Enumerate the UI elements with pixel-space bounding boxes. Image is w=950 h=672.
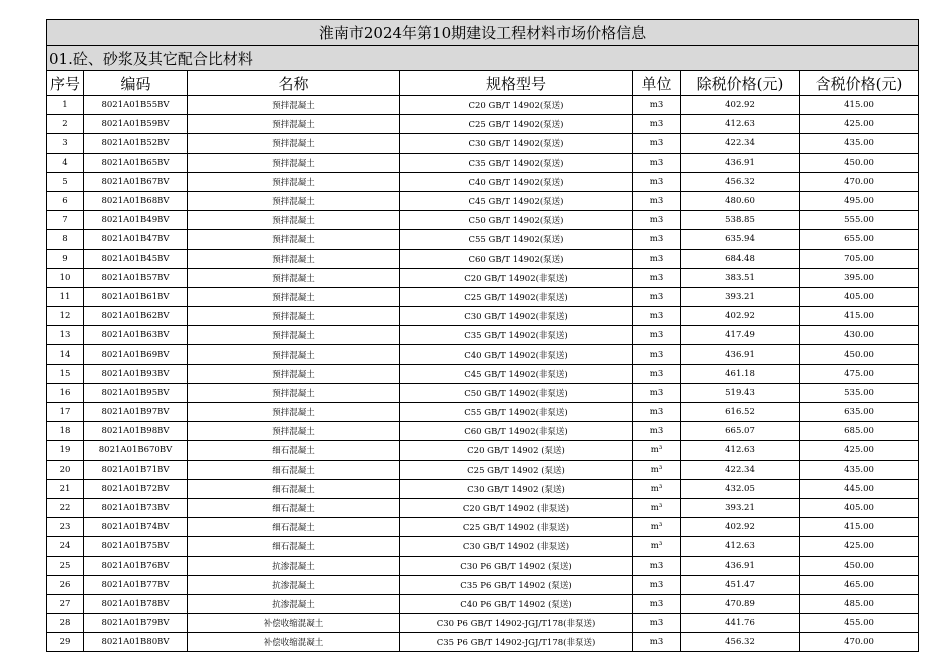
header-row xyxy=(47,71,919,96)
row-unit: m3 xyxy=(633,153,681,172)
row-name: 细石混凝土 xyxy=(188,537,400,556)
row-price-incl-tax: 430.00 xyxy=(800,326,919,345)
row-index: 5 xyxy=(47,172,84,191)
row-name: 预拌混凝土 xyxy=(188,403,400,422)
row-price-incl-tax: 450.00 xyxy=(800,345,919,364)
row-price-excl-tax: 519.43 xyxy=(681,383,800,402)
row-code: 8021A01B61BV xyxy=(84,287,188,306)
row-price-incl-tax: 470.00 xyxy=(800,172,919,191)
row-price-excl-tax: 436.91 xyxy=(681,345,800,364)
table-row xyxy=(47,191,919,210)
row-code: 8021A01B65BV xyxy=(84,153,188,172)
row-spec: C30 P6 GB/T 14902-JGJ/T178(非泵送) xyxy=(400,614,633,633)
row-price-excl-tax: 402.92 xyxy=(681,307,800,326)
row-spec: C20 GB/T 14902 (泵送) xyxy=(400,441,633,460)
row-index: 1 xyxy=(47,96,84,115)
row-price-incl-tax: 405.00 xyxy=(800,287,919,306)
header-price-incl-tax: 含税价格(元) xyxy=(800,71,919,96)
row-price-incl-tax: 450.00 xyxy=(800,556,919,575)
table-row xyxy=(47,614,919,633)
row-code: 8021A01B57BV xyxy=(84,268,188,287)
row-spec: C35 P6 GB/T 14902 (泵送) xyxy=(400,575,633,594)
row-unit: m3 xyxy=(633,326,681,345)
row-spec: C55 GB/T 14902(非泵送) xyxy=(400,403,633,422)
row-unit: m3 xyxy=(633,594,681,613)
table-row xyxy=(47,249,919,268)
row-unit: m³ xyxy=(633,498,681,517)
row-unit: m3 xyxy=(633,383,681,402)
row-spec: C30 GB/T 14902(非泵送) xyxy=(400,307,633,326)
row-price-excl-tax: 402.92 xyxy=(681,96,800,115)
row-price-incl-tax: 555.00 xyxy=(800,211,919,230)
row-price-excl-tax: 451.47 xyxy=(681,575,800,594)
row-unit: m3 xyxy=(633,422,681,441)
row-price-excl-tax: 417.49 xyxy=(681,326,800,345)
row-unit: m³ xyxy=(633,441,681,460)
row-index: 19 xyxy=(47,441,84,460)
row-name: 预拌混凝土 xyxy=(188,326,400,345)
header-unit: 单位 xyxy=(633,71,681,96)
row-spec: C35 GB/T 14902(泵送) xyxy=(400,153,633,172)
row-code: 8021A01B59BV xyxy=(84,115,188,134)
table-row xyxy=(47,575,919,594)
row-code: 8021A01B95BV xyxy=(84,383,188,402)
row-name: 预拌混凝土 xyxy=(188,153,400,172)
row-code: 8021A01B75BV xyxy=(84,537,188,556)
row-price-excl-tax: 470.89 xyxy=(681,594,800,613)
row-price-excl-tax: 412.63 xyxy=(681,115,800,134)
row-code: 8021A01B69BV xyxy=(84,345,188,364)
row-price-incl-tax: 415.00 xyxy=(800,96,919,115)
row-unit: m³ xyxy=(633,518,681,537)
header-code: 编码 xyxy=(84,71,188,96)
table-row xyxy=(47,383,919,402)
row-index: 18 xyxy=(47,422,84,441)
row-code: 8021A01B97BV xyxy=(84,403,188,422)
row-price-incl-tax: 425.00 xyxy=(800,115,919,134)
row-index: 13 xyxy=(47,326,84,345)
row-price-excl-tax: 436.91 xyxy=(681,153,800,172)
row-index: 25 xyxy=(47,556,84,575)
row-spec: C25 GB/T 14902(非泵送) xyxy=(400,287,633,306)
row-spec: C45 GB/T 14902(非泵送) xyxy=(400,364,633,383)
row-unit: m3 xyxy=(633,307,681,326)
row-spec: C60 GB/T 14902(泵送) xyxy=(400,249,633,268)
row-price-incl-tax: 685.00 xyxy=(800,422,919,441)
row-spec: C25 GB/T 14902 (非泵送) xyxy=(400,518,633,537)
row-price-excl-tax: 412.63 xyxy=(681,441,800,460)
row-unit: m3 xyxy=(633,230,681,249)
row-unit: m3 xyxy=(633,268,681,287)
row-spec: C40 P6 GB/T 14902 (泵送) xyxy=(400,594,633,613)
row-spec: C30 P6 GB/T 14902 (泵送) xyxy=(400,556,633,575)
row-unit: m3 xyxy=(633,345,681,364)
row-index: 10 xyxy=(47,268,84,287)
row-name: 预拌混凝土 xyxy=(188,287,400,306)
row-price-incl-tax: 405.00 xyxy=(800,498,919,517)
row-spec: C40 GB/T 14902(非泵送) xyxy=(400,345,633,364)
row-name: 补偿收缩混凝土 xyxy=(188,614,400,633)
row-unit: m3 xyxy=(633,614,681,633)
header-price-excl-tax: 除税价格(元) xyxy=(681,71,800,96)
row-spec: C20 GB/T 14902(非泵送) xyxy=(400,268,633,287)
table-row xyxy=(47,498,919,517)
row-unit: m³ xyxy=(633,460,681,479)
row-name: 补偿收缩混凝土 xyxy=(188,633,400,652)
row-index: 2 xyxy=(47,115,84,134)
sheet-title: 淮南市2024年第10期建设工程材料市场价格信息 xyxy=(47,20,919,46)
table-row xyxy=(47,268,919,287)
table-row xyxy=(47,479,919,498)
row-index: 9 xyxy=(47,249,84,268)
row-code: 8021A01B80BV xyxy=(84,633,188,652)
row-index: 12 xyxy=(47,307,84,326)
table-row xyxy=(47,287,919,306)
row-name: 预拌混凝土 xyxy=(188,307,400,326)
row-index: 6 xyxy=(47,191,84,210)
header-name: 名称 xyxy=(188,71,400,96)
row-code: 8021A01B79BV xyxy=(84,614,188,633)
row-index: 23 xyxy=(47,518,84,537)
table-row xyxy=(47,460,919,479)
table-row xyxy=(47,134,919,153)
row-spec: C50 GB/T 14902(泵送) xyxy=(400,211,633,230)
row-price-incl-tax: 535.00 xyxy=(800,383,919,402)
table-row xyxy=(47,115,919,134)
row-price-incl-tax: 395.00 xyxy=(800,268,919,287)
table-row xyxy=(47,326,919,345)
row-index: 24 xyxy=(47,537,84,556)
row-code: 8021A01B73BV xyxy=(84,498,188,517)
row-name: 预拌混凝土 xyxy=(188,96,400,115)
table-row xyxy=(47,230,919,249)
row-price-excl-tax: 422.34 xyxy=(681,460,800,479)
title-row xyxy=(47,20,919,46)
row-price-incl-tax: 450.00 xyxy=(800,153,919,172)
row-code: 8021A01B670BV xyxy=(84,441,188,460)
row-price-incl-tax: 435.00 xyxy=(800,460,919,479)
row-price-excl-tax: 456.32 xyxy=(681,172,800,191)
row-code: 8021A01B47BV xyxy=(84,230,188,249)
row-price-incl-tax: 475.00 xyxy=(800,364,919,383)
row-spec: C55 GB/T 14902(泵送) xyxy=(400,230,633,249)
row-unit: m3 xyxy=(633,134,681,153)
row-price-incl-tax: 485.00 xyxy=(800,594,919,613)
row-unit: m3 xyxy=(633,249,681,268)
row-index: 26 xyxy=(47,575,84,594)
row-name: 预拌混凝土 xyxy=(188,134,400,153)
row-price-excl-tax: 432.05 xyxy=(681,479,800,498)
row-price-incl-tax: 495.00 xyxy=(800,191,919,210)
row-price-excl-tax: 684.48 xyxy=(681,249,800,268)
row-price-excl-tax: 665.07 xyxy=(681,422,800,441)
row-spec: C50 GB/T 14902(非泵送) xyxy=(400,383,633,402)
row-spec: C45 GB/T 14902(泵送) xyxy=(400,191,633,210)
table-row xyxy=(47,556,919,575)
row-code: 8021A01B62BV xyxy=(84,307,188,326)
row-name: 预拌混凝土 xyxy=(188,268,400,287)
row-name: 预拌混凝土 xyxy=(188,115,400,134)
row-index: 15 xyxy=(47,364,84,383)
row-code: 8021A01B98BV xyxy=(84,422,188,441)
row-name: 细石混凝土 xyxy=(188,498,400,517)
table-row xyxy=(47,633,919,652)
row-price-excl-tax: 538.85 xyxy=(681,211,800,230)
table-row xyxy=(47,518,919,537)
row-name: 细石混凝土 xyxy=(188,460,400,479)
section-row xyxy=(47,46,919,71)
row-name: 预拌混凝土 xyxy=(188,191,400,210)
row-price-excl-tax: 412.63 xyxy=(681,537,800,556)
table-row xyxy=(47,153,919,172)
row-spec: C30 GB/T 14902 (非泵送) xyxy=(400,537,633,556)
row-spec: C60 GB/T 14902(非泵送) xyxy=(400,422,633,441)
row-price-incl-tax: 415.00 xyxy=(800,307,919,326)
table-row xyxy=(47,537,919,556)
price-sheet xyxy=(46,19,918,652)
row-name: 预拌混凝土 xyxy=(188,211,400,230)
row-name: 细石混凝土 xyxy=(188,441,400,460)
row-index: 4 xyxy=(47,153,84,172)
row-unit: m3 xyxy=(633,633,681,652)
table-row xyxy=(47,364,919,383)
row-code: 8021A01B78BV xyxy=(84,594,188,613)
row-code: 8021A01B55BV xyxy=(84,96,188,115)
row-index: 27 xyxy=(47,594,84,613)
row-code: 8021A01B68BV xyxy=(84,191,188,210)
row-index: 28 xyxy=(47,614,84,633)
row-unit: m3 xyxy=(633,96,681,115)
row-price-excl-tax: 441.76 xyxy=(681,614,800,633)
table-row xyxy=(47,594,919,613)
row-price-excl-tax: 480.60 xyxy=(681,191,800,210)
row-code: 8021A01B49BV xyxy=(84,211,188,230)
row-code: 8021A01B67BV xyxy=(84,172,188,191)
row-name: 预拌混凝土 xyxy=(188,383,400,402)
row-name: 抗渗混凝土 xyxy=(188,594,400,613)
row-price-incl-tax: 705.00 xyxy=(800,249,919,268)
row-index: 17 xyxy=(47,403,84,422)
row-price-excl-tax: 383.51 xyxy=(681,268,800,287)
row-index: 14 xyxy=(47,345,84,364)
price-table xyxy=(46,19,919,652)
row-spec: C20 GB/T 14902 (非泵送) xyxy=(400,498,633,517)
row-unit: m3 xyxy=(633,287,681,306)
row-price-incl-tax: 425.00 xyxy=(800,537,919,556)
row-unit: m3 xyxy=(633,556,681,575)
row-price-incl-tax: 435.00 xyxy=(800,134,919,153)
row-spec: C35 GB/T 14902(非泵送) xyxy=(400,326,633,345)
row-price-excl-tax: 635.94 xyxy=(681,230,800,249)
table-row xyxy=(47,403,919,422)
row-code: 8021A01B45BV xyxy=(84,249,188,268)
table-row xyxy=(47,441,919,460)
row-code: 8021A01B77BV xyxy=(84,575,188,594)
row-index: 8 xyxy=(47,230,84,249)
row-index: 3 xyxy=(47,134,84,153)
table-row xyxy=(47,307,919,326)
row-price-incl-tax: 415.00 xyxy=(800,518,919,537)
row-name: 预拌混凝土 xyxy=(188,172,400,191)
row-price-excl-tax: 461.18 xyxy=(681,364,800,383)
row-price-excl-tax: 402.92 xyxy=(681,518,800,537)
table-row xyxy=(47,96,919,115)
row-price-incl-tax: 465.00 xyxy=(800,575,919,594)
row-price-incl-tax: 425.00 xyxy=(800,441,919,460)
row-spec: C35 P6 GB/T 14902-JGJ/T178(非泵送) xyxy=(400,633,633,652)
row-index: 7 xyxy=(47,211,84,230)
row-unit: m3 xyxy=(633,575,681,594)
section-title: 01.砼、砂浆及其它配合比材料 xyxy=(47,46,919,71)
row-name: 细石混凝土 xyxy=(188,479,400,498)
row-code: 8021A01B74BV xyxy=(84,518,188,537)
row-index: 22 xyxy=(47,498,84,517)
row-spec: C25 GB/T 14902 (泵送) xyxy=(400,460,633,479)
row-code: 8021A01B63BV xyxy=(84,326,188,345)
row-spec: C25 GB/T 14902(泵送) xyxy=(400,115,633,134)
row-name: 预拌混凝土 xyxy=(188,422,400,441)
row-price-incl-tax: 455.00 xyxy=(800,614,919,633)
row-unit: m³ xyxy=(633,479,681,498)
table-row xyxy=(47,172,919,191)
row-index: 29 xyxy=(47,633,84,652)
row-unit: m3 xyxy=(633,364,681,383)
row-name: 抗渗混凝土 xyxy=(188,575,400,594)
row-spec: C20 GB/T 14902(泵送) xyxy=(400,96,633,115)
row-name: 预拌混凝土 xyxy=(188,230,400,249)
header-spec: 规格型号 xyxy=(400,71,633,96)
row-spec: C40 GB/T 14902(泵送) xyxy=(400,172,633,191)
row-price-incl-tax: 470.00 xyxy=(800,633,919,652)
row-price-incl-tax: 635.00 xyxy=(800,403,919,422)
row-price-excl-tax: 436.91 xyxy=(681,556,800,575)
row-code: 8021A01B71BV xyxy=(84,460,188,479)
table-row xyxy=(47,211,919,230)
row-spec: C30 GB/T 14902(泵送) xyxy=(400,134,633,153)
row-code: 8021A01B52BV xyxy=(84,134,188,153)
row-spec: C30 GB/T 14902 (泵送) xyxy=(400,479,633,498)
row-unit: m3 xyxy=(633,403,681,422)
row-code: 8021A01B93BV xyxy=(84,364,188,383)
row-price-excl-tax: 422.34 xyxy=(681,134,800,153)
table-row xyxy=(47,422,919,441)
row-name: 抗渗混凝土 xyxy=(188,556,400,575)
row-code: 8021A01B76BV xyxy=(84,556,188,575)
row-index: 20 xyxy=(47,460,84,479)
header-index: 序号 xyxy=(47,71,84,96)
row-name: 预拌混凝土 xyxy=(188,345,400,364)
row-name: 细石混凝土 xyxy=(188,518,400,537)
row-name: 预拌混凝土 xyxy=(188,364,400,383)
row-unit: m3 xyxy=(633,172,681,191)
row-index: 21 xyxy=(47,479,84,498)
row-price-incl-tax: 445.00 xyxy=(800,479,919,498)
row-unit: m3 xyxy=(633,115,681,134)
row-name: 预拌混凝土 xyxy=(188,249,400,268)
row-code: 8021A01B72BV xyxy=(84,479,188,498)
row-unit: m³ xyxy=(633,537,681,556)
row-price-incl-tax: 655.00 xyxy=(800,230,919,249)
row-price-excl-tax: 393.21 xyxy=(681,287,800,306)
row-unit: m3 xyxy=(633,211,681,230)
table-row xyxy=(47,345,919,364)
row-index: 16 xyxy=(47,383,84,402)
row-price-excl-tax: 616.52 xyxy=(681,403,800,422)
row-price-excl-tax: 393.21 xyxy=(681,498,800,517)
row-price-excl-tax: 456.32 xyxy=(681,633,800,652)
row-index: 11 xyxy=(47,287,84,306)
row-unit: m3 xyxy=(633,191,681,210)
